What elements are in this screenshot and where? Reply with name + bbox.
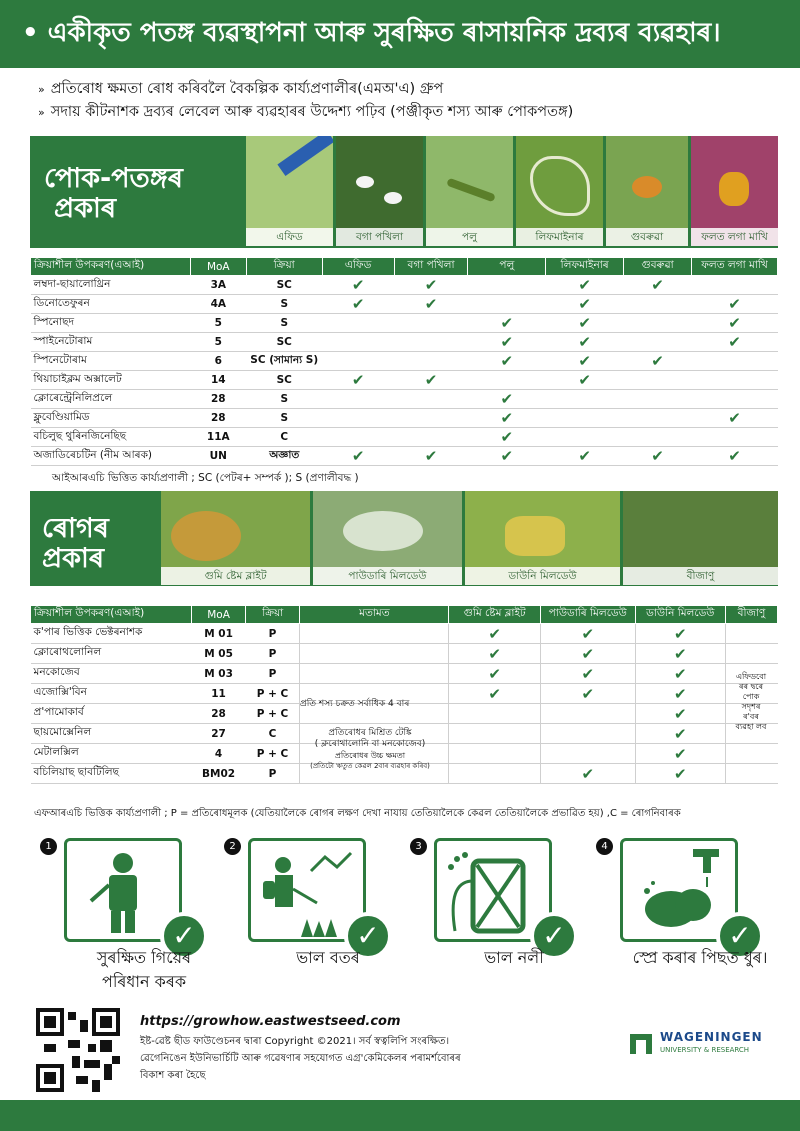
- empty-cell: [624, 333, 692, 352]
- bacteria-cell: [725, 644, 777, 664]
- active-ingredient: এজোক্সি'বিন: [31, 684, 192, 704]
- empty-cell: [322, 409, 394, 428]
- pest-table-row: [31, 409, 778, 428]
- active-ingredient: মনকোজেব: [31, 664, 192, 684]
- step-label: ভাল নলী: [484, 948, 544, 967]
- active-ingredient: অজাডিৰেচটিন (নীম আৰক): [31, 447, 191, 466]
- disease-table-header: ক্ৰিয়া: [246, 606, 300, 624]
- check-icon: ✓: [160, 912, 208, 960]
- disease-section-title: ৰোগৰ প্ৰকাৰ: [42, 513, 109, 574]
- moa-code: BM02: [191, 764, 245, 784]
- empty-cell: [468, 295, 546, 314]
- check-icon: ✔: [635, 664, 725, 684]
- check-icon: ✔: [546, 371, 624, 390]
- bottom-bar: [0, 1100, 800, 1131]
- check-icon: ✔: [449, 624, 540, 644]
- check-icon: ✓: [716, 912, 764, 960]
- check-icon: ✔: [449, 664, 540, 684]
- disease-table-row: [31, 624, 778, 644]
- check-icon: ✓: [344, 912, 392, 960]
- check-icon: ✔: [468, 428, 546, 447]
- check-icon: ✔: [468, 409, 546, 428]
- action-type: SC (সামান্য S): [246, 352, 322, 371]
- check-icon: ✔: [540, 764, 635, 784]
- active-ingredient: ক'পাৰ ভিত্তিক ভেক্টৰনাশক: [31, 624, 192, 644]
- moa-code: 14: [190, 371, 246, 390]
- pest-table-header: ফলত লগা মাখি: [691, 258, 777, 276]
- active-ingredient: ছায়মোক্সেনিল: [31, 724, 192, 744]
- empty-cell: [546, 428, 624, 447]
- moa-code: 6: [190, 352, 246, 371]
- action-type: P + C: [246, 704, 300, 724]
- moa-code: 4: [191, 744, 245, 764]
- remark-cell: [300, 644, 449, 664]
- empty-cell: [546, 409, 624, 428]
- bullet-item: » প্ৰতিৰোধ ক্ষমতা ৰোধ কৰিবলৈ বৈকল্পিক কাৰ্য্যপ্ৰণালীৰ(এমঅ'এ) গ্ৰুপ: [38, 81, 444, 97]
- pest-table-header: MoA: [190, 258, 246, 276]
- disease-table-header: মতামত: [300, 606, 449, 624]
- check-icon: ✔: [546, 352, 624, 371]
- check-icon: ✔: [691, 295, 777, 314]
- pest-table-row: [31, 352, 778, 371]
- action-type: C: [246, 724, 300, 744]
- check-icon: ✔: [691, 447, 777, 466]
- pest-table-header: গুবৰুৱা: [624, 258, 692, 276]
- action-type: SC: [246, 276, 322, 295]
- empty-cell: [624, 314, 692, 333]
- disease-table-header: পাউডাৰি মিলডেউ: [540, 606, 635, 624]
- check-icon: ✔: [635, 764, 725, 784]
- moa-code: 28: [191, 704, 245, 724]
- moa-code: 27: [191, 724, 245, 744]
- action-type: P: [246, 664, 300, 684]
- pest-table-header: পলু: [468, 258, 546, 276]
- step-number: 1: [40, 838, 57, 855]
- check-icon: ✔: [449, 684, 540, 704]
- action-type: S: [246, 314, 322, 333]
- empty-cell: [540, 704, 635, 724]
- empty-cell: [691, 276, 777, 295]
- empty-cell: [540, 744, 635, 764]
- check-icon: ✔: [468, 314, 546, 333]
- check-icon: ✔: [322, 371, 394, 390]
- action-type: C: [246, 428, 322, 447]
- action-type: P + C: [246, 684, 300, 704]
- check-icon: ✔: [635, 704, 725, 724]
- pest-table-row: [31, 295, 778, 314]
- active-ingredient: ক্লোৰোথলোনিল: [31, 644, 192, 664]
- check-icon: ✔: [635, 724, 725, 744]
- check-icon: ✔: [540, 624, 635, 644]
- disease-remark-2: প্ৰতিৰোধৰ মিশ্ৰিত টেঙ্কি ( ক্লৰোথালোনি বা মনকোজেব) প্ৰতিৰোধৰ উচ্চ ক্ষমতা (প্ৰতিটো ঋতুত কেৱল 2বাৰ ব্যৱহাৰ কৰিব): [310, 728, 430, 770]
- check-icon: ✔: [394, 276, 468, 295]
- disease-table-header: ডাউনি মিলডেউ: [635, 606, 725, 624]
- empty-cell: [540, 724, 635, 744]
- disease-table-note: এফআৰএচি ভিত্তিক কাৰ্য্যপ্ৰণালী ; P = প্ৰতিৰোধমূলক (যেতিয়ালৈকে ৰোগৰ লক্ষণ দেখা নাযায় তেতিয়ালৈকে কেৱল তেতিয়ালৈকে প্ৰভাৱিত হয়) ,C = ৰোগনিবাৰক: [34, 808, 681, 819]
- pest-photo-leafminer: লিফমাইনাৰ: [516, 136, 603, 246]
- disease-table-row: [31, 644, 778, 664]
- moa-code: UN: [190, 447, 246, 466]
- empty-cell: [322, 352, 394, 371]
- check-icon: ✔: [691, 333, 777, 352]
- check-icon: ✔: [624, 447, 692, 466]
- check-icon: ✔: [635, 684, 725, 704]
- disease-photo-bacteria: বীজাণু: [623, 491, 778, 585]
- action-type: P: [246, 624, 300, 644]
- empty-cell: [449, 764, 540, 784]
- check-icon: ✔: [322, 276, 394, 295]
- remark-cell: [300, 624, 449, 644]
- pest-table-row: [31, 333, 778, 352]
- empty-cell: [394, 352, 468, 371]
- pest-table-note: আইআৰএচি ভিত্তিত কাৰ্য্যপ্ৰণালী ; SC (পেটৰ+ সম্পৰ্ক ); S (প্ৰণালীবদ্ধ ): [52, 472, 359, 484]
- check-icon: ✔: [394, 371, 468, 390]
- step-number: 3: [410, 838, 427, 855]
- empty-cell: [624, 371, 692, 390]
- action-type: P: [246, 644, 300, 664]
- check-icon: ✔: [540, 684, 635, 704]
- check-icon: ✔: [635, 624, 725, 644]
- action-type: SC: [246, 371, 322, 390]
- action-type: P: [246, 764, 300, 784]
- check-icon: ✔: [624, 352, 692, 371]
- pest-table-row: [31, 371, 778, 390]
- check-icon: ✔: [546, 447, 624, 466]
- empty-cell: [691, 371, 777, 390]
- check-icon: ✔: [540, 664, 635, 684]
- active-ingredient: প্ৰ'পামোকাৰ্ব: [31, 704, 192, 724]
- disease-remark-1: প্ৰতি শস্য চক্ৰত সৰ্বাধিক 4 বাৰ: [300, 699, 410, 709]
- empty-cell: [624, 409, 692, 428]
- empty-cell: [449, 704, 540, 724]
- empty-cell: [322, 333, 394, 352]
- pest-table-row: [31, 390, 778, 409]
- check-icon: ✔: [546, 333, 624, 352]
- empty-cell: [394, 390, 468, 409]
- empty-cell: [546, 390, 624, 409]
- bacteria-note: এফিডবো ৰৰ দ্বৰে পোক সদৃশৰ ৰ'বৰ ব্যৱহা লব: [735, 672, 767, 731]
- bullet-item: » সদায় কীটনাশক দ্ৰব্যৰ লেবেল আৰু ব্যৱহাৰৰ উদ্দেশ্য পঢ়িব (পঞ্জীকৃত শস্য আৰু পোকপতঙ্গ): [38, 104, 574, 120]
- active-ingredient: বচিলিয়াছ ছাবটিলিছ: [31, 764, 192, 784]
- disease-photo-downy-mildew: ডাউনি মিলডেউ: [465, 491, 620, 585]
- check-icon: ✔: [468, 447, 546, 466]
- step-label: স্প্ৰে কৰাৰ পিছত ধুৰ।: [632, 948, 768, 967]
- check-icon: ✔: [468, 333, 546, 352]
- check-icon: ✓: [530, 912, 578, 960]
- empty-cell: [624, 428, 692, 447]
- moa-code: M 01: [191, 624, 245, 644]
- step-number: 4: [596, 838, 613, 855]
- moa-code: 11A: [190, 428, 246, 447]
- empty-cell: [322, 428, 394, 447]
- check-icon: ✔: [635, 644, 725, 664]
- pest-table-row: [31, 276, 778, 295]
- check-icon: ✔: [540, 644, 635, 664]
- empty-cell: [468, 371, 546, 390]
- moa-code: M 03: [191, 664, 245, 684]
- empty-cell: [691, 390, 777, 409]
- pest-table-row: [31, 447, 778, 466]
- pest-photo-beetle: গুবৰুৱা: [606, 136, 688, 246]
- pest-photo-whitefly: বগা পখিলা: [336, 136, 423, 246]
- pest-photo-caterpillar: পলু: [426, 136, 513, 246]
- moa-code: 28: [190, 409, 246, 428]
- active-ingredient: ফ্লুবেণ্ডিয়ামিড: [31, 409, 191, 428]
- pest-table: [30, 257, 778, 466]
- pest-table-header: লিফমাইনাৰ: [546, 258, 624, 276]
- empty-cell: [394, 333, 468, 352]
- check-icon: ✔: [635, 744, 725, 764]
- action-type: S: [246, 409, 322, 428]
- step-number: 2: [224, 838, 241, 855]
- active-ingredient: স্পিনেটোৰাম: [31, 352, 191, 371]
- disease-table-header: বীজাণু: [725, 606, 777, 624]
- bacteria-cell: [725, 744, 777, 764]
- check-icon: ✔: [322, 295, 394, 314]
- moa-code: 3A: [190, 276, 246, 295]
- pest-table-header: ক্ৰিয়াশীল উপকৰণ(এআই): [31, 258, 191, 276]
- empty-cell: [394, 314, 468, 333]
- action-type: S: [246, 390, 322, 409]
- pest-table-header: ক্ৰিয়া: [246, 258, 322, 276]
- step-label: সুৰক্ষিত গিয়েৰ পৰিধান কৰক: [96, 948, 192, 991]
- empty-cell: [691, 428, 777, 447]
- empty-cell: [449, 724, 540, 744]
- active-ingredient: বচিলুছ থুৰিনজিনেছিছ: [31, 428, 191, 447]
- active-ingredient: লম্বদা-ছায়ালোথ্ৰিন: [31, 276, 191, 295]
- page-title: • একীকৃত পতঙ্গ ব্যৱস্থাপনা আৰু সুৰক্ষিত ৰাসায়নিক দ্ৰব্যৰ ব্যৱহাৰ।: [0, 0, 800, 68]
- disease-photo-gummy-stem-blight: গুমি ষ্টেম ব্লাইট: [161, 491, 310, 585]
- check-icon: ✔: [691, 314, 777, 333]
- empty-cell: [394, 409, 468, 428]
- check-icon: ✔: [546, 295, 624, 314]
- pest-photo-fruitfly: ফলত লগা মাখি: [691, 136, 778, 246]
- moa-code: 11: [191, 684, 245, 704]
- active-ingredient: ক্লোৰেন্ট্ৰেনিলিপ্ৰলে: [31, 390, 191, 409]
- disease-photo-powdery-mildew: পাউডাৰি মিলডেউ: [313, 491, 462, 585]
- pest-table-header: এফিড: [322, 258, 394, 276]
- moa-code: 28: [190, 390, 246, 409]
- qr-code: [36, 1008, 120, 1092]
- active-ingredient: থিয়াচাইক্লম অক্সালেট: [31, 371, 191, 390]
- moa-code: 5: [190, 333, 246, 352]
- wageningen-logo: WAGENINGEN UNIVERSITY & RESEARCH: [628, 1028, 768, 1060]
- active-ingredient: মেটালক্সিল: [31, 744, 192, 764]
- check-icon: ✔: [322, 447, 394, 466]
- disease-table-row: [31, 664, 778, 684]
- pest-photo-aphid: এফিড: [246, 136, 333, 246]
- remark-cell: [300, 664, 449, 684]
- active-ingredient: ডিনোতেফুৰন: [31, 295, 191, 314]
- bacteria-cell: [725, 764, 777, 784]
- check-icon: ✔: [546, 276, 624, 295]
- pest-section-title: পোক-পতঙ্গৰ প্ৰকাৰ: [44, 163, 183, 224]
- empty-cell: [449, 744, 540, 764]
- moa-code: M 05: [191, 644, 245, 664]
- pest-table-header: বগা পখিলা: [394, 258, 468, 276]
- check-icon: ✔: [394, 447, 468, 466]
- empty-cell: [394, 428, 468, 447]
- website-link[interactable]: https://growhow.eastwestseed.com: [140, 1014, 401, 1029]
- empty-cell: [322, 314, 394, 333]
- check-icon: ✔: [468, 352, 546, 371]
- check-icon: ✔: [468, 390, 546, 409]
- intro-bullets: [38, 78, 573, 124]
- disease-table-header: ক্ৰিয়াশীল উপকৰণ(এআই): [31, 606, 192, 624]
- step-label: ভাল বতৰ: [296, 948, 360, 967]
- action-type: P + C: [246, 744, 300, 764]
- pest-table-row: [31, 314, 778, 333]
- active-ingredient: স্পিনোছদ: [31, 314, 191, 333]
- active-ingredient: স্পাইনেটোৰাম: [31, 333, 191, 352]
- copyright-text: ইষ্ট-ৱেষ্ট ছীড ফাউণ্ডেচনৰ দ্বাৰা Copyright ©2021। সৰ্ব স্বত্বলিপি সংৰক্ষিত। ৱেগেনিঙেন ইউনিভাৰ্চিটি আৰু গৱেষণাৰ সহযোগত এগ্ৰ'কেমিকেলৰ পৰামৰ্শবোৰৰ বিকাশ কৰা হৈছে: [140, 1036, 461, 1081]
- disease-table-header: MoA: [191, 606, 245, 624]
- check-icon: ✔: [691, 409, 777, 428]
- action-type: অজ্ঞাত: [246, 447, 322, 466]
- check-icon: ✔: [449, 644, 540, 664]
- disease-table-header: গুমি ষ্টেম ব্লাইট: [449, 606, 540, 624]
- empty-cell: [624, 295, 692, 314]
- empty-cell: [691, 352, 777, 371]
- empty-cell: [468, 276, 546, 295]
- check-icon: ✔: [394, 295, 468, 314]
- check-icon: ✔: [624, 276, 692, 295]
- bacteria-cell: [725, 624, 777, 644]
- check-icon: ✔: [546, 314, 624, 333]
- empty-cell: [624, 390, 692, 409]
- action-type: SC: [246, 333, 322, 352]
- pest-table-row: [31, 428, 778, 447]
- moa-code: 5: [190, 314, 246, 333]
- empty-cell: [322, 390, 394, 409]
- action-type: S: [246, 295, 322, 314]
- moa-code: 4A: [190, 295, 246, 314]
